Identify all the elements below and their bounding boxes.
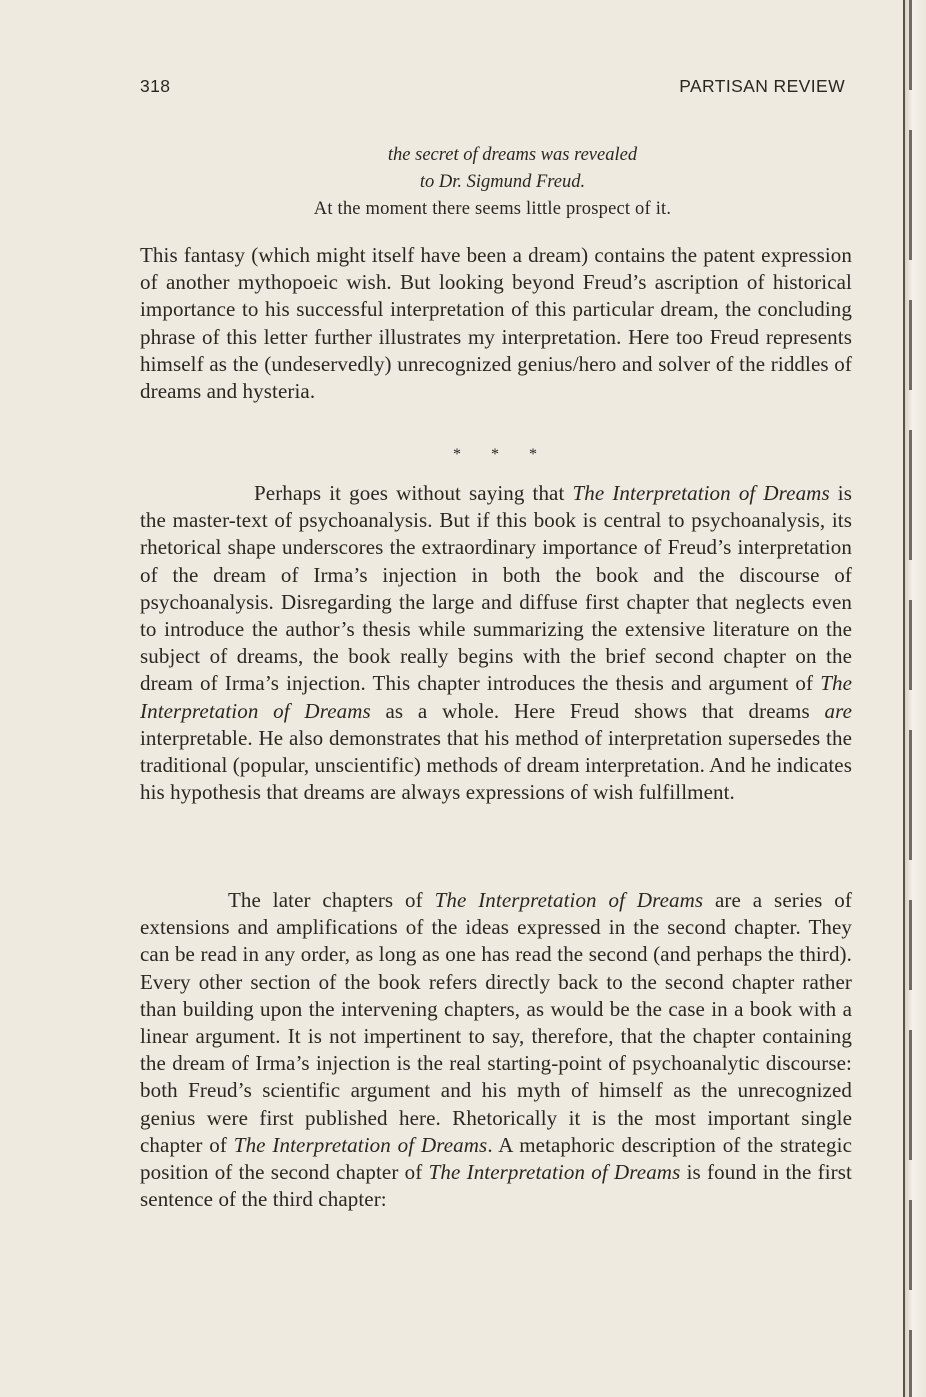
page-edge-shadow (903, 0, 926, 1397)
paragraph-3 (140, 887, 852, 1213)
text-run: Perhaps it goes without saying that (254, 481, 573, 505)
book-title: The Interpretation of Dreams (428, 1160, 681, 1185)
text-run: as a whole. Here Freud shows that dreams (370, 698, 825, 723)
emphasis: are (824, 698, 852, 723)
section-break: * * * (453, 446, 539, 463)
paragraph-1: This fantasy (which might itself have been a dream) contains the patent expression of another mythopoeic wish. But looking beyond Freud’s ascription of historical importance to his successful interpretation of this particular dream, the concluding phrase of this letter further illustrates my interpretation. Here too Freud represents himself as the (undeservedly) unrecognized genius/hero and solver of the riddles of dreams and hysteria. (140, 243, 852, 404)
text-run: . A metaphoric description of the strategic position of the second chapter of (140, 1132, 852, 1185)
verse-line-1: the secret of dreams was revealed (387, 145, 638, 165)
text-run: The later chapters of (228, 888, 435, 912)
verse-line-2: to Dr. Sigmund Freud. (419, 172, 586, 192)
text-run: is the master-text of psychoanalysis. But if this book is central to psychoanalysis, its rhetorical shape underscores the extraordinary importance of Freud’s interpretation of the dream of Irma’s injection in both the book and the discourse of psychoanalysis. Disregarding the large and diffuse first chapter that neglects even to introduce the author’s thesis while summarizing the extensive literature on the subject of dreams, the book really begins with the brief second chapter on the dream of Irma’s injection. This chapter introduces the thesis and argument of (140, 481, 852, 696)
verse-line-3: At the moment there seems little prospect of it. (313, 199, 672, 219)
text-run: are a series of extensions and amplifications of the ideas expressed in the second chapter. They can be read in any order, as long as one has read the second (and perhaps the third). Every other section of the book refers directly back to the second chapter rather than building upon the intervening chapters, as would be the case in a book with a linear argument. It is not impertinent to say, therefore, that the chapter containing the dream of Irma’s injection is the real starting-point of psychoanalytic discourse: both Freud’s scientific argument and his myth of himself as the unrecognized genius were first published here. Rhetorically it is the most important single chapter of (140, 888, 852, 1157)
text-run: is found in the first sentence of the third chapter: (140, 1160, 852, 1212)
page-number: 318 (140, 76, 171, 96)
book-title: The Interpretation of Dreams (140, 671, 852, 723)
text-run: interpretable. He also demonstrates that his method of interpretation supersedes the traditional (popular, unscientific) methods of dream interpretation. And he indicates his hypothesis that dreams are always expressions of wish fulfillment. (140, 725, 852, 805)
paragraph-2 (140, 480, 852, 806)
quoted-verse (140, 142, 845, 223)
book-title: The Interpretation of Dreams (233, 1132, 488, 1157)
book-title: The Interpretation of Dreams (572, 481, 830, 505)
book-title: The Interpretation of Dreams (434, 888, 704, 912)
running-head (140, 76, 845, 102)
journal-title: PARTISAN REVIEW (679, 76, 845, 96)
